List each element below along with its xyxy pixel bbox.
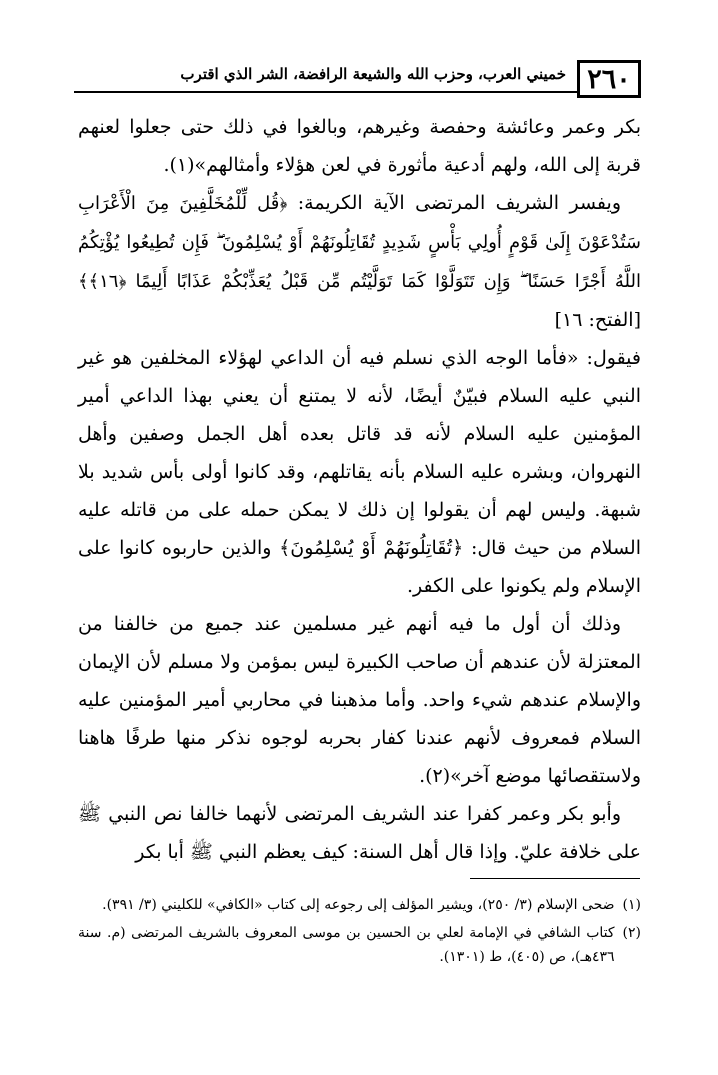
verse-reference: [الفتح: ١٦]: [554, 309, 641, 331]
footnote-number: (٢): [622, 925, 641, 941]
footnote-number: (١): [622, 897, 641, 913]
footnote-divider: [470, 878, 640, 879]
page-number-box: [577, 60, 641, 98]
footnote-text: كتاب الشافي في الإمامة لعلي بن الحسين بن موسى المعروف بالشريف المرتضى (م. سنة ٤٣٦هـ)، ص (٤٠٥)، ط (١٣٠١).: [78, 925, 615, 965]
quran-verse: ﴿قُل لِّلْمُخَلَّفِينَ مِنَ الْأَعْرَابِ سَتُدْعَوْنَ إِلَىٰ قَوْمٍ أُولِي بَأْسٍ شَدِيدٍ تُقَاتِلُونَهُمْ أَوْ يُسْلِمُونَ ۖ فَإِن تُطِيعُوا يُؤْتِكُمُ اللَّهُ أَجْرًا حَسَنًا ۖ وَإِن تَتَوَلَّوْا كَمَا تَوَلَّيْتُم مِّن قَبْلُ يُعَذِّبْكُمْ عَذَابًا أَلِيمًا ﴿١٦﴾﴾: [78, 193, 641, 292]
footnote-text: ضحى الإسلام (٣/ ٢٥٠)، ويشير المؤلف إلى رجوعه إلى كتاب «الكافي» للكليني (٣/ ٣٩١).: [102, 897, 615, 913]
paragraph-3: فيقول: «فأما الوجه الذي نسلم فيه أن الداعي لهؤلاء المخلفين هو غير النبي عليه السلام فبيّنٌ أيضًا، لأنه لا يمتنع أن يعني بهذا الداعي أمير المؤمنين عليه السلام لأنه قد قاتل بعده أهل الجمل وصفين وأهل النهروان، وبشره عليه السلام بأنه يقاتلهم، وقد كانوا أولى بأس شديد بلا شبهة. وليس لهم أن يقولوا إن ذلك لا يمكن حمله على من قاتله عليه السلام من حيث قال: ﴿تُقَاتِلُونَهُمْ أَوْ يُسْلِمُونَ﴾ والذين حاربوه كانوا على الإسلام ولم يكونوا على الكفر.: [78, 347, 641, 597]
paragraph-1: بكر وعمر وعائشة وحفصة وغيرهم، وبالغوا في ذلك حتى جعلوا لعنهم قربة إلى الله، ولهم أدعية مأثورة في لعن هؤلاء وأمثالهم»(١).: [78, 116, 641, 176]
header-divider: [74, 91, 579, 93]
running-header-title: خميني العرب، وحزب الله والشيعة الرافضة، الشر الذي اقترب: [180, 65, 566, 83]
main-text: [78, 108, 641, 871]
paragraph-4: وذلك أن أول ما فيه أنهم غير مسلمين عند جميع من خالفنا من المعتزلة لأن عندهم أن صاحب الكبيرة ليس بمؤمن ولا مسلم لأن الإيمان والإسلام عندهم شيء واحد. وأما مذهبنا في محاربي أمير المؤمنين عليه السلام فمعروف لأنهم عندنا كفار بحربه لوجوه نذكر منها طرفًا هاهنا ولاستقصائها موضع آخر»(٢).: [78, 613, 641, 787]
verse-intro: ويفسر الشريف المرتضى الآية الكريمة:: [297, 192, 621, 214]
footnote-1: [78, 893, 641, 917]
footnotes: [78, 893, 641, 973]
page-number: ٢٦٠: [587, 63, 631, 95]
paragraph-5: وأبو بكر وعمر كفرا عند الشريف المرتضى لأنهما خالفا نص النبي ﷺ على خلافة عليّ. وإذا قال أهل السنة: كيف يعظم النبي ﷺ أبا بكر: [78, 803, 641, 863]
paragraph-2: [78, 184, 641, 339]
footnote-2: [78, 921, 641, 969]
